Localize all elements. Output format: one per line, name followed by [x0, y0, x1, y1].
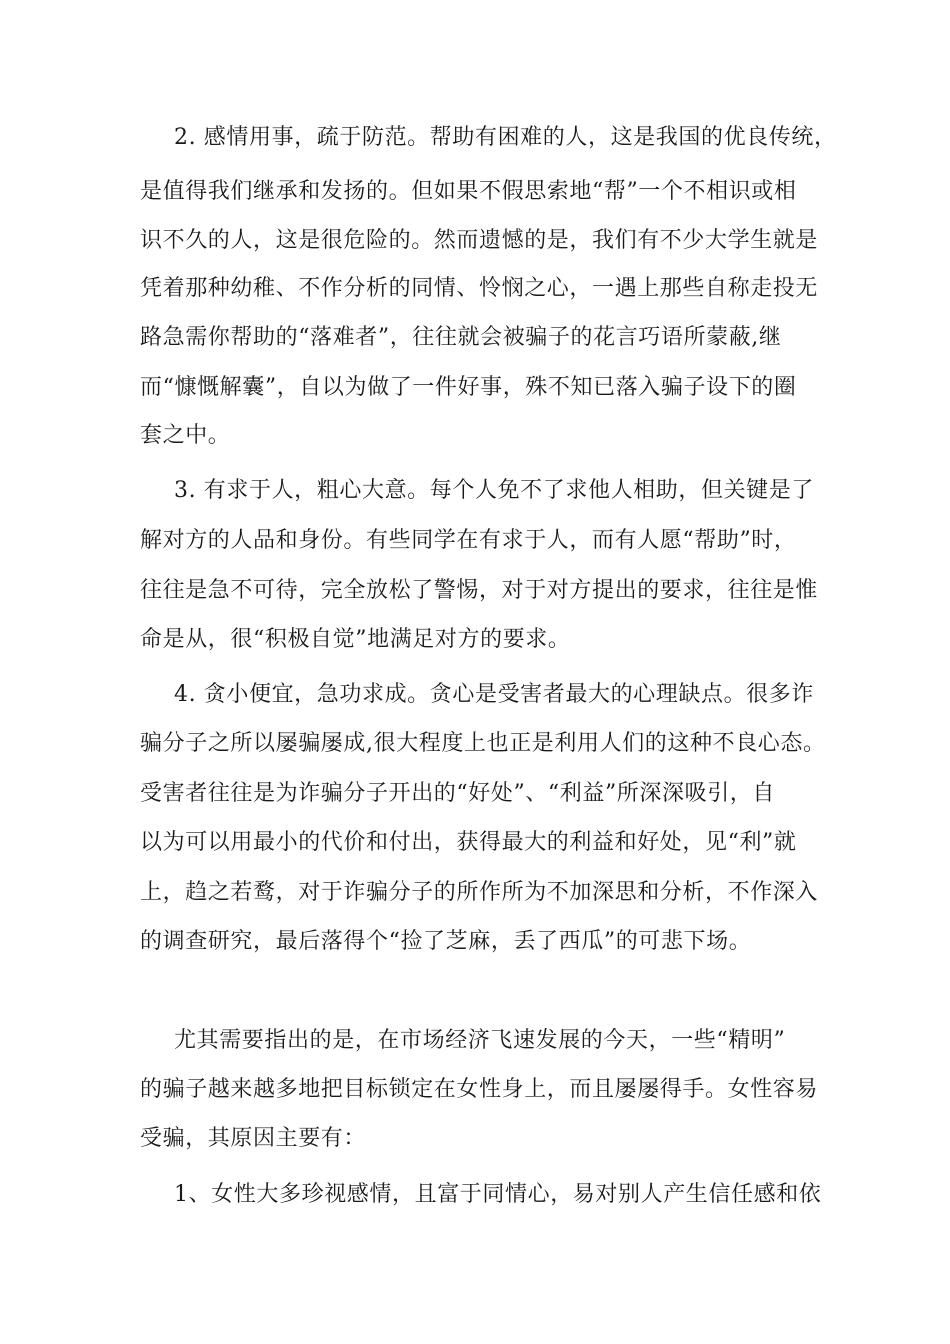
paragraph-3-line-3: 受害者往往是为诈骗分子开出的“好处”、“利益”所深深吸引，自	[140, 781, 775, 806]
paragraph-4-line-2: 的骗子越来越多地把目标锁定在女性身上，而且屡屡得手。女性容易	[140, 1077, 819, 1102]
paragraph-1-line-7: 套之中。	[140, 423, 231, 448]
paragraph-3-line-4: 以为可以用最小的代价和付出，获得最大的利益和好处，见“利”就	[140, 830, 797, 855]
paragraph-3-line-5: 上，趋之若鹜，对于诈骗分子的所作所为不加深思和分析，不作深入	[140, 880, 819, 905]
paragraph-2-line-1: 3. 有求于人，粗心大意。每个人免不了求他人相助，但关键是了	[174, 478, 814, 503]
paragraph-2-line-2: 解对方的人品和身份。有些同学在有求于人，而有人愿“帮助”时，	[140, 528, 797, 553]
paragraph-1-line-2: 是值得我们继承和发扬的。但如果不假思索地“帮”一个不相识或相	[140, 179, 797, 204]
paragraph-2-line-3: 往往是急不可待，完全放松了警惕，对于对方提出的要求，往往是惟	[140, 578, 819, 603]
paragraph-2-line-4: 命是从，很“积极自觉”地满足对方的要求。	[140, 627, 571, 652]
paragraph-5-line-1: 1、女性大多珍视感情，且富于同情心，易对别人产生信任感和依	[174, 1182, 822, 1207]
paragraph-1-line-6: 而“慷慨解囊”，自以为做了一件好事，殊不知已落入骗子设下的圈	[140, 375, 797, 400]
paragraph-1-line-3: 识不久的人，这是很危险的。然而遗憾的是，我们有不少大学生就是	[140, 228, 819, 253]
paragraph-3-line-2: 骗分子之所以屡骗屡成,很大程度上也正是利用人们的这种不良心态。	[140, 731, 826, 756]
paragraph-4-line-3: 受骗，其原因主要有：	[140, 1126, 367, 1151]
paragraph-1-line-5: 路急需你帮助的“落难者”，往往就会被骗子的花言巧语所蒙蔽,继	[140, 325, 782, 350]
paragraph-1-line-1: 2. 感情用事，疏于防范。帮助有困难的人，这是我国的优良传统，	[174, 125, 837, 150]
paragraph-3-line-6: 的调查研究，最后落得个“捡了芝麻，丢了西瓜”的可悲下场。	[140, 929, 752, 954]
paragraph-1-line-4: 凭着那种幼稚、不作分析的同情、怜悯之心，一遇上那些自称走投无	[140, 276, 819, 301]
paragraph-4-line-1: 尤其需要指出的是，在市场经济飞速发展的今天，一些“精明”	[174, 1028, 786, 1053]
paragraph-3-line-1: 4. 贪小便宜，急功求成。贪心是受害者最大的心理缺点。很多诈	[174, 682, 814, 707]
